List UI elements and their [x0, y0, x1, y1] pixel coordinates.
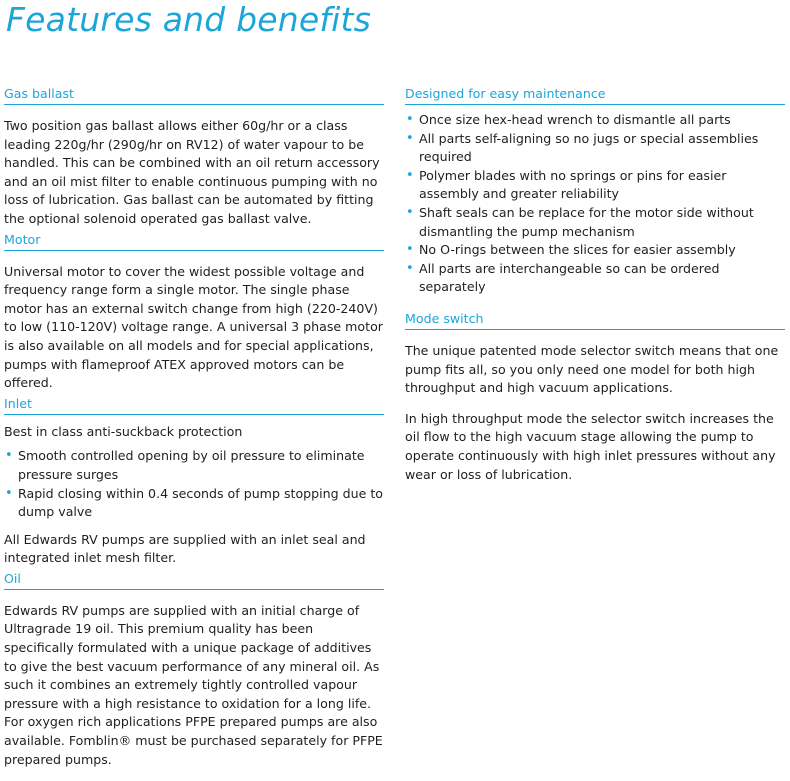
inlet-heading: Inlet [4, 395, 384, 415]
list-item: • No O-rings between the slices for easier assembly [405, 241, 785, 260]
list-item: • Smooth controlled opening by oil pressure to eliminate pressure surges [4, 447, 384, 484]
oil-heading: Oil [4, 570, 384, 590]
maintenance-bullet-list [405, 111, 785, 297]
mode-switch-heading: Mode switch [405, 310, 785, 330]
motor-body: Universal motor to cover the widest possible voltage and frequency range form a single motor. The single phase motor has an external switch change from high (220-240V) to low (110-120V) voltage range. A universal 3 phase motor is also available on all models and for special applications, pumps with flameproof ATEX approved motors can be offered. [4, 263, 383, 391]
list-item: • All parts are interchangeable so can be ordered separately [405, 260, 785, 297]
list-item: • All parts self-aligning so no jugs or special assemblies required [405, 130, 785, 167]
list-item: • Rapid closing within 0.4 seconds of pump stopping due to dump valve [4, 485, 384, 522]
mode-switch-para-2: In high throughput mode the selector switch increases the oil flow to the high vacuum stage allowing the pump to operate continuously with high inlet pressures without any wear or loss of lubrication. [405, 410, 776, 482]
page-title: Features and benefits [6, 0, 372, 39]
list-item: • Once size hex-head wrench to dismantle all parts [405, 111, 785, 130]
gas-ballast-heading: Gas ballast [4, 85, 384, 105]
left-column [4, 85, 384, 769]
inlet-bullet-list [4, 447, 384, 521]
list-item: • Shaft seals can be replace for the motor side without dismantling the pump mechanism [405, 204, 785, 241]
oil-body: Edwards RV pumps are supplied with an initial charge of Ultragrade 19 oil. This premium quality has been specifically formulated with a unique package of additives to give the best vacuum performance of any mineral oil. As such it combines an extremely tightly controlled vapour pressure with a high resistance to oxidation for a long life. For oxygen rich applications PFPE prepared pumps are also available. Fomblin® must be purchased separately for PFPE prepared pumps. [4, 602, 383, 767]
list-item: • Polymer blades with no springs or pins for easier assembly and greater reliability [405, 167, 785, 204]
inlet-intro: Best in class anti-suckback protection [4, 423, 243, 439]
right-column [405, 85, 785, 484]
maintenance-heading: Designed for easy maintenance [405, 85, 785, 105]
inlet-outro: All Edwards RV pumps are supplied with an inlet seal and integrated inlet mesh filter. [4, 531, 366, 566]
gas-ballast-body: Two position gas ballast allows either 60g/hr or a class leading 220g/hr (290g/hr on RV12) of water vapour to be handled. This can be combined with an oil return accessory and an oil mist filter to enable continuous pumping with no loss of lubrication. Gas ballast can be automated by fitting the optional solenoid operated gas ballast valve. [4, 118, 380, 226]
mode-switch-para-1: The unique patented mode selector switch means that one pump fits all, so you only need one model for both high throughput and high vacuum applications. [405, 342, 779, 396]
motor-heading: Motor [4, 231, 384, 251]
